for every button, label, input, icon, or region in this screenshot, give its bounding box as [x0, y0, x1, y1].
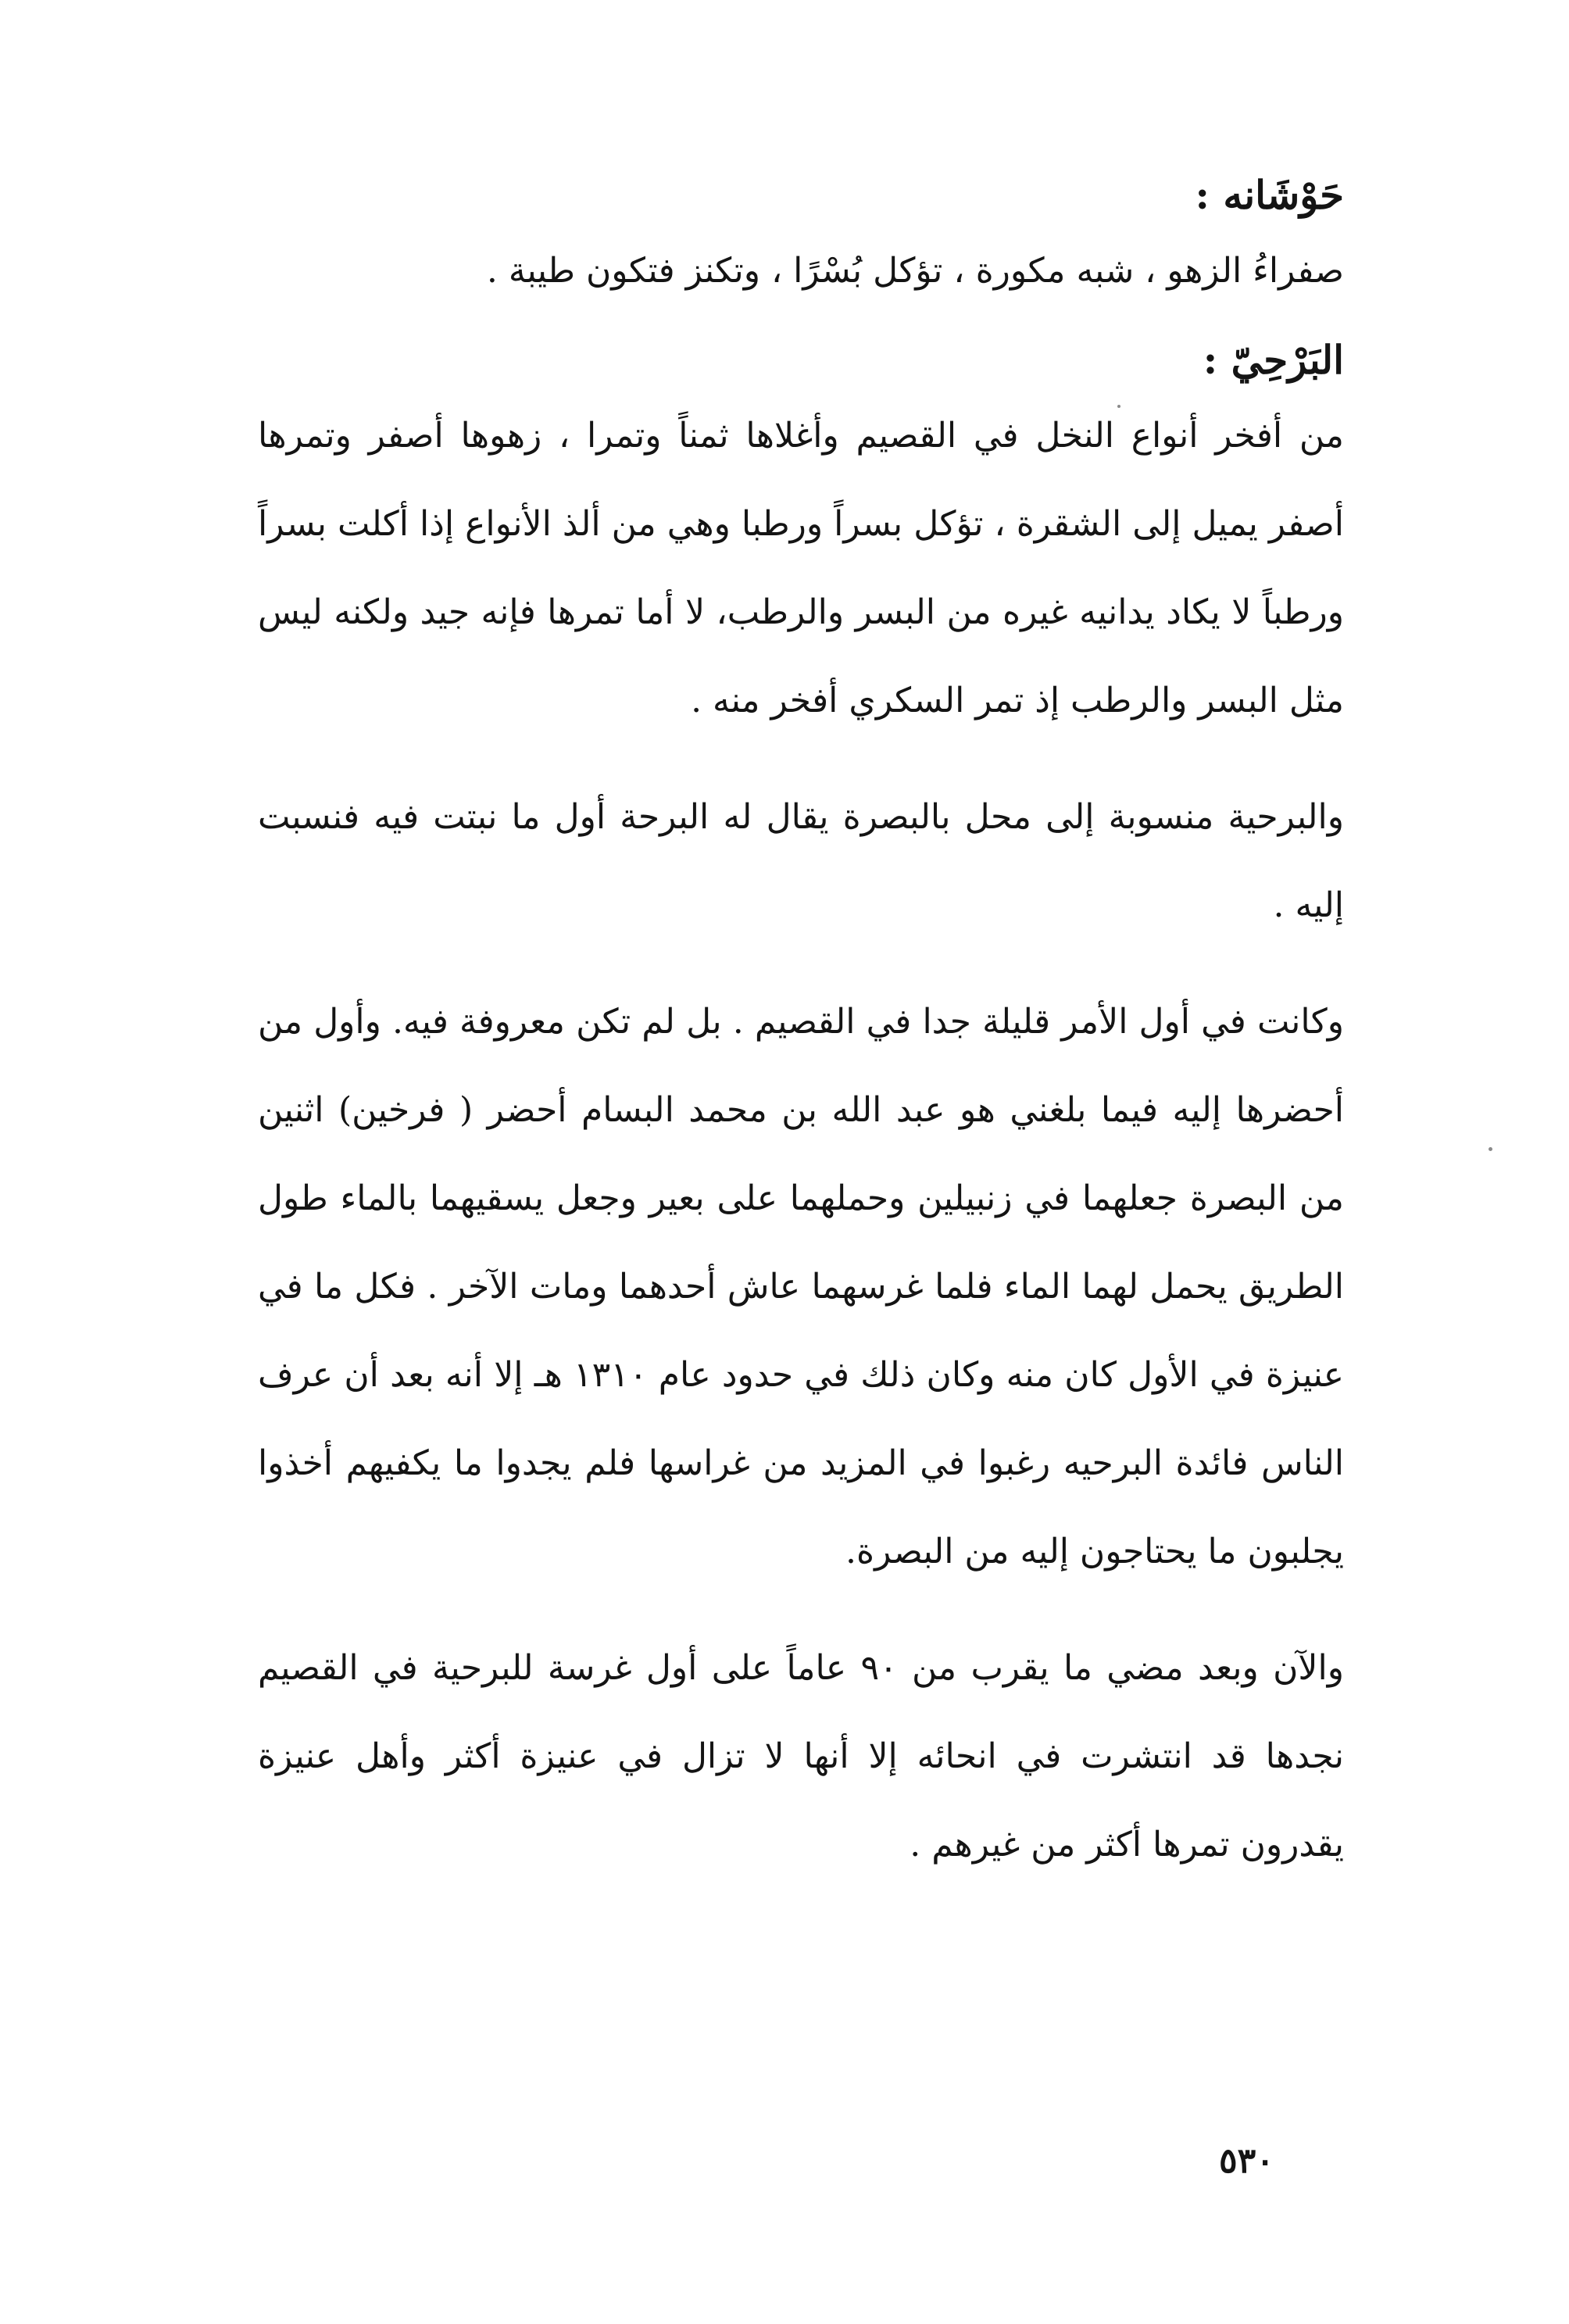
entry-paragraph: وكانت في أول الأمر قليلة جدا في القصيم . بل لم تكن معروفة فيه. وأول من أحضرها إليه فيما بلغني هو عبد الله بن محمد البسام أحضر ( فرخين) اثنين من البصرة جعلهما في زنبيلين وحملهما على بعير وجعل يسقيهما بالماء طول الطريق يحمل لهما الماء فلما غرسهما عاش أحدهما ومات الآخر . فكل ما في عنيزة في الأول كان منه وكان ذلك في حدود عام ١٣١٠ هـ إلا أنه بعد أن عرف الناس فائدة البرحيه رغبوا في المزيد من غراسها فلم يجدوا ما يكفيهم أخذوا يجلبون ما يحتاجون إليه من البصرة. [258, 1002, 1344, 1571]
page-number: ٥٣٠ [1219, 2141, 1274, 2181]
entry-heading-barhi: البَرْحِيّ : [1203, 337, 1344, 383]
scan-speck [1117, 405, 1120, 408]
entry-heading-hawshana: حَوْشَانه : [1195, 172, 1344, 218]
spacer [258, 315, 1344, 329]
page-body [258, 164, 1344, 1889]
spacer [258, 1596, 1344, 1624]
entry-paragraph: والآن وبعد مضي ما يقرب من ٩٠ عاماً على أول غرسة للبرحية في القصيم نجدها قد انتشرت في انحائه إلا أنها لا تزال في عنيزة أكثر وأهل عنيزة يقدرون تمرها أكثر من غيرهم . [258, 1648, 1344, 1865]
spacer [258, 949, 1344, 978]
spacer [258, 745, 1344, 773]
entry-paragraph: والبرحية منسوبة إلى محل بالبصرة يقال له البرحة أول ما نبتت فيه فنسبت إليه . [258, 797, 1344, 925]
scan-speck [1489, 1147, 1492, 1151]
entry-paragraph: من أفخر أنواع النخل في القصيم وأغلاها ثمناً وتمرا ، زهوها أصفر وتمرها أصفر يميل إلى الشقرة ، تؤكل بسراً ورطبا وهي من ألذ الأنواع إذا أكلت بسراً ورطباً لا يكاد يدانيه غيره من البسر والرطب، لا أما تمرها فإنه جيد ولكنه ليس مثل البسر والرطب إذ تمر السكري أفخر منه . [258, 416, 1344, 720]
entry-paragraph: صفراءُ الزهو ، شبه مكورة ، تؤكل بُسْرًا ، وتكنز فتكون طيبة . [486, 251, 1344, 291]
